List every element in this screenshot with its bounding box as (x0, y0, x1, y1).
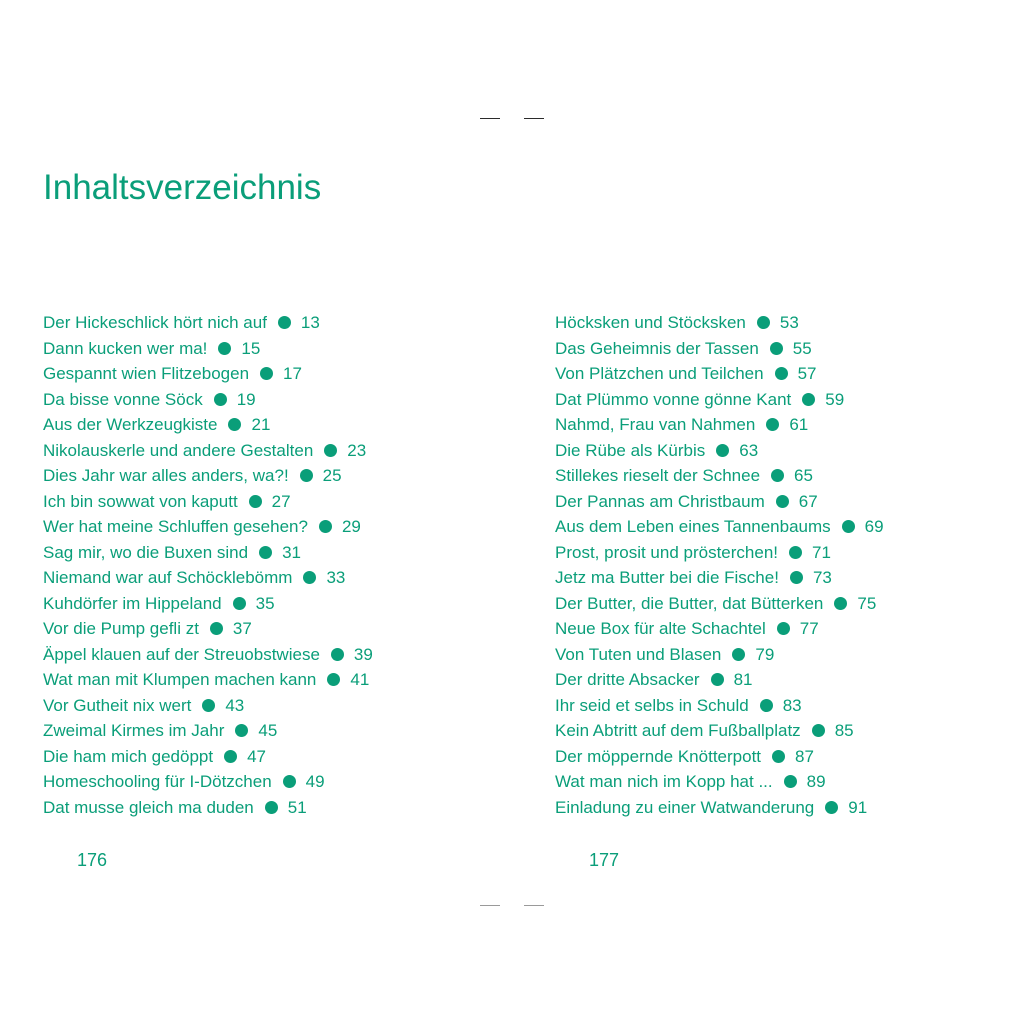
bullet-dot-icon (303, 571, 316, 584)
toc-entry-title: Von Plätzchen und Teilchen (555, 364, 764, 383)
toc-entry-page: 51 (287, 797, 307, 817)
bullet-dot-icon (757, 316, 770, 329)
toc-entry (555, 718, 884, 744)
toc-entry (43, 310, 373, 336)
toc-entry-title: Kuhdörfer im Hippeland (43, 593, 222, 613)
toc-entry (43, 693, 373, 719)
toc-entry (43, 744, 373, 770)
toc-entry-title: Wat man mit Klumpen machen kann (43, 670, 317, 689)
toc-entry-page: 55 (792, 338, 812, 358)
toc-entry (43, 565, 373, 591)
bullet-dot-icon (228, 418, 241, 431)
bullet-dot-icon (327, 673, 340, 686)
toc-entry-title: Das Geheimnis der Tassen (555, 338, 759, 358)
toc-entry-page: 75 (857, 593, 877, 613)
toc-entry-title: Der Hickeschlick hört nich auf (43, 313, 267, 332)
toc-entry-title: Der möppernde Knötterpott (555, 746, 762, 766)
toc-entry (555, 540, 884, 566)
toc-entry-title: Die ham mich gedöppt (43, 746, 214, 766)
toc-entry-page: 15 (241, 338, 261, 358)
toc-entry (43, 667, 373, 693)
toc-entry-title: Dat Plümmo vonne gönne Kant (555, 389, 792, 409)
toc-entry-page: 25 (322, 466, 342, 485)
toc-entry-title: Nikolauskerle und andere Gestalten (43, 440, 314, 460)
toc-entry-title: Wer hat meine Schluffen gesehen? (43, 517, 308, 536)
toc-entry (43, 795, 373, 821)
bullet-dot-icon (202, 699, 215, 712)
toc-entry-title: Prost, prosit und prösterchen! (555, 542, 779, 562)
toc-entry-title: Dies Jahr war alles anders, wa?! (43, 466, 289, 485)
toc-entry (555, 361, 884, 387)
toc-entry-title: Aus der Werkzeugkiste (43, 415, 218, 434)
crop-mark-bottom-left (480, 905, 500, 906)
crop-mark-bottom-right (524, 905, 544, 906)
bullet-dot-icon (772, 750, 785, 763)
toc-entry-page: 63 (739, 440, 759, 460)
toc-left-column (43, 310, 373, 820)
toc-entry-title: Jetz ma Butter bei die Fische! (555, 568, 779, 587)
bullet-dot-icon (784, 775, 797, 788)
toc-entry-page: 79 (755, 644, 775, 664)
bullet-dot-icon (766, 418, 779, 431)
toc-entry (555, 795, 884, 821)
toc-entry (555, 336, 884, 362)
toc-entry-page: 73 (812, 568, 832, 587)
toc-entry-title: Ich bin sowwat von kaputt (43, 491, 238, 511)
toc-entry-page: 31 (282, 542, 301, 562)
toc-entry (43, 591, 373, 617)
toc-entry-page: 39 (353, 644, 373, 664)
bullet-dot-icon (825, 801, 838, 814)
bullet-dot-icon (283, 775, 296, 788)
bullet-dot-icon (319, 520, 332, 533)
toc-entry (555, 642, 884, 668)
bullet-dot-icon (776, 495, 789, 508)
toc-entry-title: Einladung zu einer Watwanderung (555, 797, 815, 817)
toc-entry-page: 71 (812, 542, 831, 562)
toc-entry (43, 361, 373, 387)
toc-entry-title: Stillekes rieselt der Schnee (555, 466, 761, 485)
toc-entry-title: Nahmd, Frau van Nahmen (555, 415, 756, 434)
toc-entry-page: 87 (795, 746, 814, 766)
toc-entry (555, 412, 884, 438)
toc-entry (555, 616, 884, 642)
toc-entry (555, 463, 884, 489)
toc-entry (43, 438, 373, 464)
toc-entry-title: Gespannt wien Flitzebogen (43, 364, 250, 383)
bullet-dot-icon (789, 546, 802, 559)
toc-entry-page: 91 (848, 797, 868, 817)
toc-entry (43, 718, 373, 744)
toc-entry-page: 23 (347, 440, 367, 460)
bullet-dot-icon (210, 622, 223, 635)
bullet-dot-icon (278, 316, 291, 329)
toc-entry-page: 89 (806, 772, 826, 791)
bullet-dot-icon (777, 622, 790, 635)
toc-entry-title: Der Butter, die Butter, dat Bütterken (555, 593, 824, 613)
toc-entry-title: Vor Gutheit nix wert (43, 695, 192, 715)
bullet-dot-icon (260, 367, 273, 380)
toc-entry (555, 667, 884, 693)
toc-right-column (555, 310, 884, 820)
crop-mark-top-left (480, 118, 500, 119)
toc-entry-title: Homeschooling für I-Dötzchen (43, 772, 272, 791)
toc-entry-page: 19 (236, 389, 256, 409)
page-number-left: 176 (77, 850, 108, 870)
toc-entry-page: 53 (779, 313, 799, 332)
toc-entry-page: 57 (797, 364, 817, 383)
bullet-dot-icon (802, 393, 815, 406)
toc-entry-title: Der dritte Absacker (555, 670, 700, 689)
bullet-dot-icon (300, 469, 313, 482)
bullet-dot-icon (259, 546, 272, 559)
toc-entry (555, 769, 884, 795)
bullet-dot-icon (711, 673, 724, 686)
toc-entry (43, 412, 373, 438)
toc-entry-page: 69 (864, 517, 884, 536)
toc-entry-page: 59 (825, 389, 845, 409)
bullet-dot-icon (775, 367, 788, 380)
toc-entry (555, 489, 884, 515)
toc-entry-title: Zweimal Kirmes im Jahr (43, 721, 225, 740)
toc-entry-title: Der Pannas am Christbaum (555, 491, 765, 511)
toc-entry (555, 591, 884, 617)
bullet-dot-icon (732, 648, 745, 661)
toc-entry-title: Aus dem Leben eines Tannenbaums (555, 517, 831, 536)
toc-entry-title: Kein Abtritt auf dem Fußballplatz (555, 721, 801, 740)
bullet-dot-icon (324, 444, 337, 457)
bullet-dot-icon (790, 571, 803, 584)
bullet-dot-icon (331, 648, 344, 661)
crop-mark-top-right (524, 118, 544, 119)
toc-entry-page: 67 (798, 491, 818, 511)
page-number-right: 177 (589, 850, 620, 870)
toc-entry-page: 27 (271, 491, 291, 511)
toc-entry (43, 489, 373, 515)
toc-entry-page: 13 (300, 313, 320, 332)
toc-entry-page: 83 (782, 695, 802, 715)
toc-entry-page: 41 (350, 670, 370, 689)
toc-entry-page: 33 (326, 568, 346, 587)
toc-entry-title: Die Rübe als Kürbis (555, 440, 706, 460)
toc-entry (43, 387, 373, 413)
toc-entry-title: Vor die Pump gefli zt (43, 619, 199, 638)
bullet-dot-icon (770, 342, 783, 355)
toc-entry-page: 45 (258, 721, 278, 740)
toc-entry (555, 565, 884, 591)
toc-entry-title: Von Tuten und Blasen (555, 644, 722, 664)
toc-entry (43, 769, 373, 795)
toc-entry (43, 540, 373, 566)
toc-entry (555, 514, 884, 540)
toc-entry-page: 61 (789, 415, 809, 434)
page-title: Inhaltsverzeichnis (43, 168, 322, 207)
toc-entry-title: Niemand war auf Schöcklebömm (43, 568, 293, 587)
bullet-dot-icon (249, 495, 262, 508)
toc-entry-page: 29 (341, 517, 361, 536)
toc-entry-page: 43 (225, 695, 245, 715)
toc-entry-page: 47 (247, 746, 267, 766)
toc-entry (43, 616, 373, 642)
bullet-dot-icon (716, 444, 729, 457)
toc-entry-title: Dann kucken wer ma! (43, 338, 208, 358)
bullet-dot-icon (771, 469, 784, 482)
bullet-dot-icon (214, 393, 227, 406)
bullet-dot-icon (224, 750, 237, 763)
toc-entry-title: Höcksken und Stöcksken (555, 313, 746, 332)
bullet-dot-icon (265, 801, 278, 814)
toc-entry-title: Äppel klauen auf der Streuobstwiese (43, 644, 320, 664)
bullet-dot-icon (812, 724, 825, 737)
toc-entry (555, 438, 884, 464)
toc-entry-title: Da bisse vonne Söck (43, 389, 203, 409)
toc-entry (555, 310, 884, 336)
bullet-dot-icon (235, 724, 248, 737)
toc-entry-page: 49 (305, 772, 325, 791)
bullet-dot-icon (834, 597, 847, 610)
toc-entry (43, 514, 373, 540)
toc-entry (43, 463, 373, 489)
toc-entry-title: Wat man nich im Kopp hat ... (555, 772, 773, 791)
bullet-dot-icon (842, 520, 855, 533)
toc-entry-title: Ihr seid et selbs in Schuld (555, 695, 749, 715)
bullet-dot-icon (760, 699, 773, 712)
toc-entry-title: Dat musse gleich ma duden (43, 797, 254, 817)
toc-entry-title: Neue Box für alte Schachtel (555, 619, 766, 638)
toc-entry-title: Sag mir, wo die Buxen sind (43, 542, 249, 562)
bullet-dot-icon (233, 597, 246, 610)
toc-entry-page: 81 (733, 670, 753, 689)
toc-entry-page: 17 (283, 364, 302, 383)
toc-entry-page: 77 (799, 619, 819, 638)
toc-entry (555, 387, 884, 413)
bullet-dot-icon (218, 342, 231, 355)
toc-entry-page: 21 (251, 415, 271, 434)
toc-entry (43, 642, 373, 668)
toc-entry-page: 35 (255, 593, 275, 613)
toc-entry-page: 37 (232, 619, 252, 638)
toc-entry (43, 336, 373, 362)
toc-entry-page: 65 (794, 466, 813, 485)
toc-entry (555, 693, 884, 719)
toc-entry (555, 744, 884, 770)
toc-entry-page: 85 (834, 721, 854, 740)
